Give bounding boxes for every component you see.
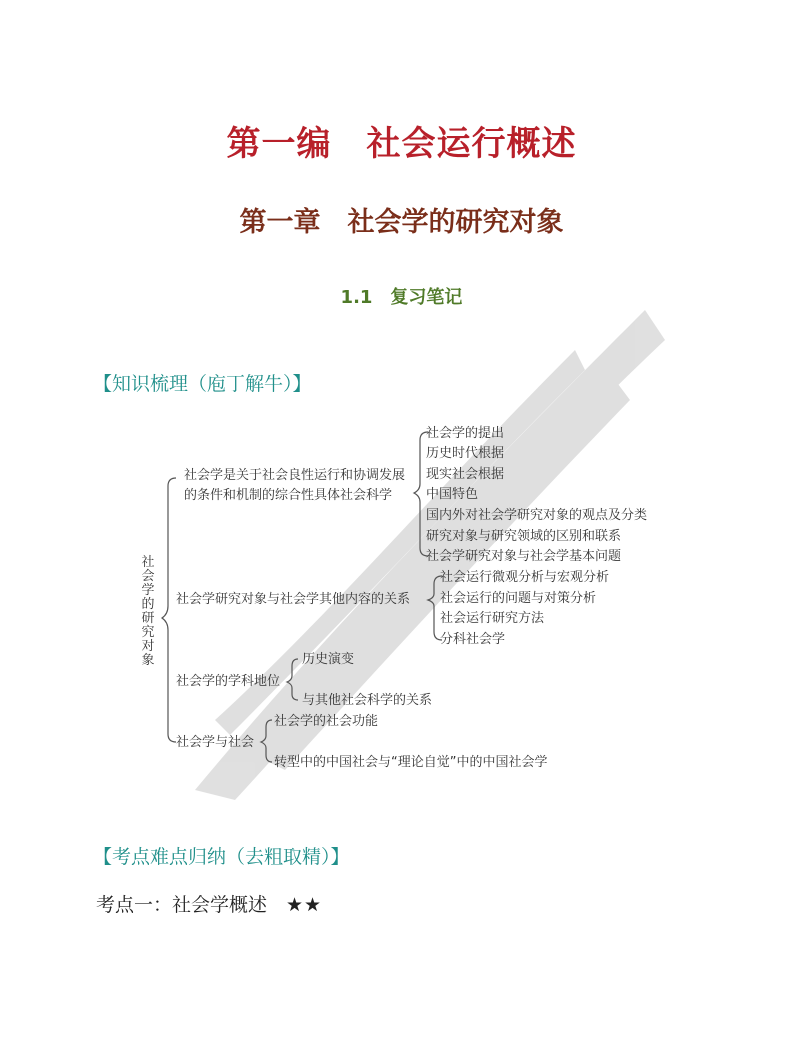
knowledge-map-heading: 【知识梳理（庖丁解牛）】 <box>93 373 312 395</box>
branch2-item: 社会运行的问题与对策分析 <box>440 591 597 606</box>
part-title: 第一编 社会运行概述 <box>226 124 577 164</box>
branch4-label: 社会学与社会 <box>176 735 255 750</box>
branch1-item: 国内外对社会学研究对象的观点及分类 <box>426 508 648 523</box>
key-points-heading: 【考点难点归纳（去粗取精）】 <box>93 846 350 868</box>
branch3-item: 与其他社会科学的关系 <box>302 693 433 708</box>
branch3-label: 社会学的学科地位 <box>176 674 281 689</box>
key-point-1-label: 考点一：社会学概述 <box>96 894 287 916</box>
branch1-item: 中国特色 <box>426 487 479 502</box>
branch1-label-line1: 社会学是关于社会良性运行和协调发展 <box>184 468 406 483</box>
branch1-item: 社会学的提出 <box>426 426 505 441</box>
key-point-1 <box>96 890 322 917</box>
branch2-item: 社会运行研究方法 <box>440 611 545 626</box>
branch1-item: 研究对象与研究领域的区别和联系 <box>426 529 622 544</box>
branch4-item: 转型中的中国社会与“理论自觉”中的中国社会学 <box>274 755 548 770</box>
branch1-label-line2: 的条件和机制的综合性具体社会科学 <box>184 488 393 503</box>
branch2-label: 社会学研究对象与社会学其他内容的关系 <box>176 592 411 607</box>
star-rating-icon: ★★ <box>286 894 323 916</box>
branch1-item: 社会学研究对象与社会学基本问题 <box>426 549 622 564</box>
branch4-item: 社会学的社会功能 <box>274 714 379 729</box>
chapter-title: 第一章 社会学的研究对象 <box>239 207 564 238</box>
branch3-item: 历史演变 <box>302 652 355 667</box>
branch1-item: 历史时代根据 <box>426 446 505 461</box>
mindmap-root: 社会学的研究对象 <box>141 555 155 668</box>
section-title: 1.1 复习笔记 <box>340 287 463 308</box>
branch2-item: 社会运行微观分析与宏观分析 <box>440 570 610 585</box>
branch1-item: 现实社会根据 <box>426 467 505 482</box>
branch2-item: 分科社会学 <box>440 632 506 647</box>
